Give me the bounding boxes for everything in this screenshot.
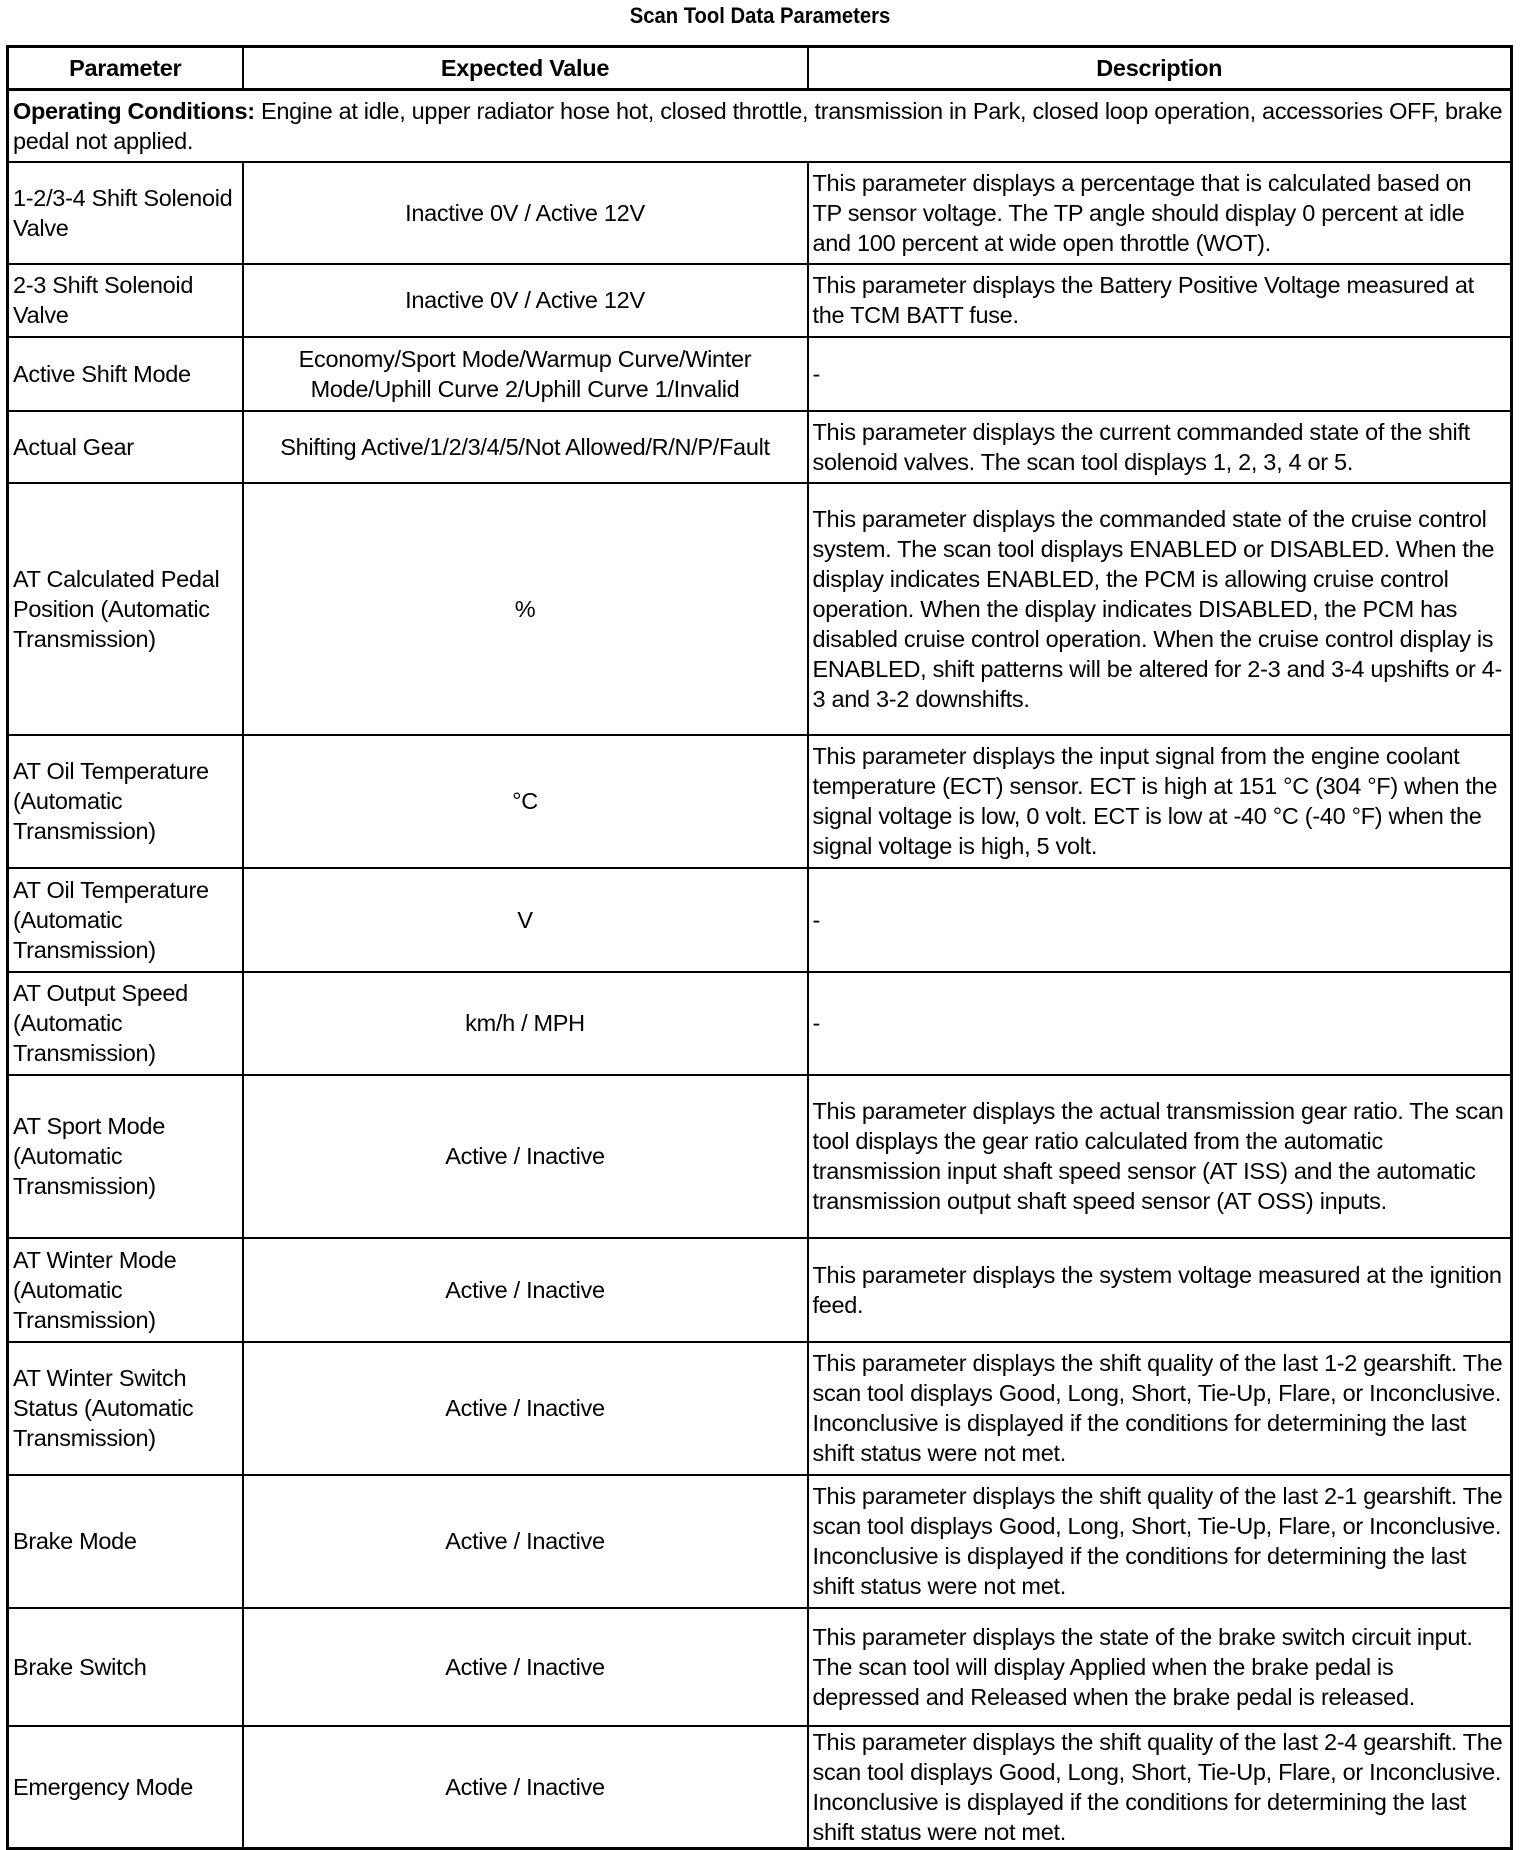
description-cell: - — [808, 868, 1512, 972]
operating-conditions-cell — [8, 90, 1512, 162]
expected-value-cell: Inactive 0V / Active 12V — [243, 264, 808, 337]
table-header-row — [8, 47, 1512, 90]
description-cell: This parameter displays the commanded state of the cruise control system. The scan tool displays ENABLED or DISABLED. When the display indicates ENABLED, the PCM is allowing cruise control operation. When the display indicates DISABLED, the PCM has disabled cruise control operation. When the cruise control display is ENABLED, shift patterns will be altered for 2-3 and 3-4 upshifts or 4-3 and 3-2 downshifts. — [808, 483, 1512, 735]
expected-value-cell: Active / Inactive — [243, 1238, 808, 1342]
table-row — [8, 1726, 1512, 1849]
parameter-cell: AT Winter Mode (Automatic Transmission) — [8, 1238, 243, 1342]
description-cell: This parameter displays the shift quality of the last 2-4 gearshift. The scan tool displays Good, Long, Short, Tie-Up, Flare, or Inconclusive. Inconclusive is displayed if the conditions for determining the last shift status were not met. — [808, 1726, 1512, 1849]
expected-value-cell: km/h / MPH — [243, 972, 808, 1075]
table-row — [8, 337, 1512, 411]
expected-value-cell: Active / Inactive — [243, 1075, 808, 1238]
table-row — [8, 1238, 1512, 1342]
operating-conditions-row — [8, 90, 1512, 162]
scan-tool-data-table — [6, 45, 1513, 1850]
table-row — [8, 1342, 1512, 1475]
table-row — [8, 735, 1512, 868]
expected-value-cell: % — [243, 483, 808, 735]
table-row — [8, 868, 1512, 972]
parameter-cell: Active Shift Mode — [8, 337, 243, 411]
description-cell: - — [808, 337, 1512, 411]
expected-value-cell: Economy/Sport Mode/Warmup Curve/Winter Mode/Uphill Curve 2/Uphill Curve 1/Invalid — [243, 337, 808, 411]
expected-value-cell: °C — [243, 735, 808, 868]
operating-conditions-label: Operating Conditions: — [13, 97, 255, 124]
column-header-expected-value: Expected Value — [243, 47, 808, 90]
parameter-cell: Emergency Mode — [8, 1726, 243, 1849]
operating-conditions-text: Engine at idle, upper radiator hose hot, closed throttle, transmission in Park, closed loop operation, accessories OFF, brake pedal not applied. — [13, 97, 1503, 154]
table-row — [8, 1608, 1512, 1726]
parameter-cell: 2-3 Shift Solenoid Valve — [8, 264, 243, 337]
parameter-cell: Brake Switch — [8, 1608, 243, 1726]
expected-value-cell: Active / Inactive — [243, 1726, 808, 1849]
table-row — [8, 1475, 1512, 1608]
parameter-cell: AT Oil Temperature (Automatic Transmission) — [8, 735, 243, 868]
document-title: Scan Tool Data Parameters — [629, 3, 891, 28]
table-row — [8, 483, 1512, 735]
parameter-cell: AT Calculated Pedal Position (Automatic Transmission) — [8, 483, 243, 735]
parameter-cell: AT Sport Mode (Automatic Transmission) — [8, 1075, 243, 1238]
parameter-cell: Brake Mode — [8, 1475, 243, 1608]
table-row — [8, 1075, 1512, 1238]
table-row — [8, 264, 1512, 337]
description-cell: This parameter displays the actual transmission gear ratio. The scan tool displays the gear ratio calculated from the automatic transmission input shaft speed sensor (AT ISS) and the automatic transmission output shaft speed sensor (AT OSS) inputs. — [808, 1075, 1512, 1238]
parameter-cell: AT Oil Temperature (Automatic Transmission) — [8, 868, 243, 972]
description-cell: This parameter displays the shift quality of the last 2-1 gearshift. The scan tool displays Good, Long, Short, Tie-Up, Flare, or Inconclusive. Inconclusive is displayed if the conditions for determining the last shift status were not met. — [808, 1475, 1512, 1608]
description-cell: This parameter displays the input signal from the engine coolant temperature (ECT) sensor. ECT is high at 151 °C (304 °F) when the signal voltage is low, 0 volt. ECT is low at -40 °C (-40 °F) when the signal voltage is high, 5 volt. — [808, 735, 1512, 868]
table-row — [8, 162, 1512, 264]
description-cell: This parameter displays the state of the brake switch circuit input. The scan tool will display Applied when the brake pedal is depressed and Released when the brake pedal is released. — [808, 1608, 1512, 1726]
description-cell: This parameter displays the shift quality of the last 1-2 gearshift. The scan tool displays Good, Long, Short, Tie-Up, Flare, or Inconclusive. Inconclusive is displayed if the conditions for determining the last shift status were not met. — [808, 1342, 1512, 1475]
description-cell: This parameter displays the Battery Positive Voltage measured at the TCM BATT fuse. — [808, 264, 1512, 337]
expected-value-cell: Active / Inactive — [243, 1342, 808, 1475]
parameter-cell: 1-2/3-4 Shift Solenoid Valve — [8, 162, 243, 264]
description-cell: - — [808, 972, 1512, 1075]
expected-value-cell: Inactive 0V / Active 12V — [243, 162, 808, 264]
table-row — [8, 972, 1512, 1075]
description-cell: This parameter displays the current commanded state of the shift solenoid valves. The scan tool displays 1, 2, 3, 4 or 5. — [808, 411, 1512, 483]
parameter-cell: AT Output Speed (Automatic Transmission) — [8, 972, 243, 1075]
column-header-description: Description — [808, 47, 1512, 90]
expected-value-cell: Active / Inactive — [243, 1608, 808, 1726]
parameter-cell: AT Winter Switch Status (Automatic Transmission) — [8, 1342, 243, 1475]
description-cell: This parameter displays the system voltage measured at the ignition feed. — [808, 1238, 1512, 1342]
expected-value-cell: Shifting Active/1/2/3/4/5/Not Allowed/R/N/P/Fault — [243, 411, 808, 483]
description-cell: This parameter displays a percentage that is calculated based on TP sensor voltage. The TP angle should display 0 percent at idle and 100 percent at wide open throttle (WOT). — [808, 162, 1512, 264]
table-row — [8, 411, 1512, 483]
column-header-parameter: Parameter — [8, 47, 243, 90]
expected-value-cell: V — [243, 868, 808, 972]
expected-value-cell: Active / Inactive — [243, 1475, 808, 1608]
parameter-cell: Actual Gear — [8, 411, 243, 483]
